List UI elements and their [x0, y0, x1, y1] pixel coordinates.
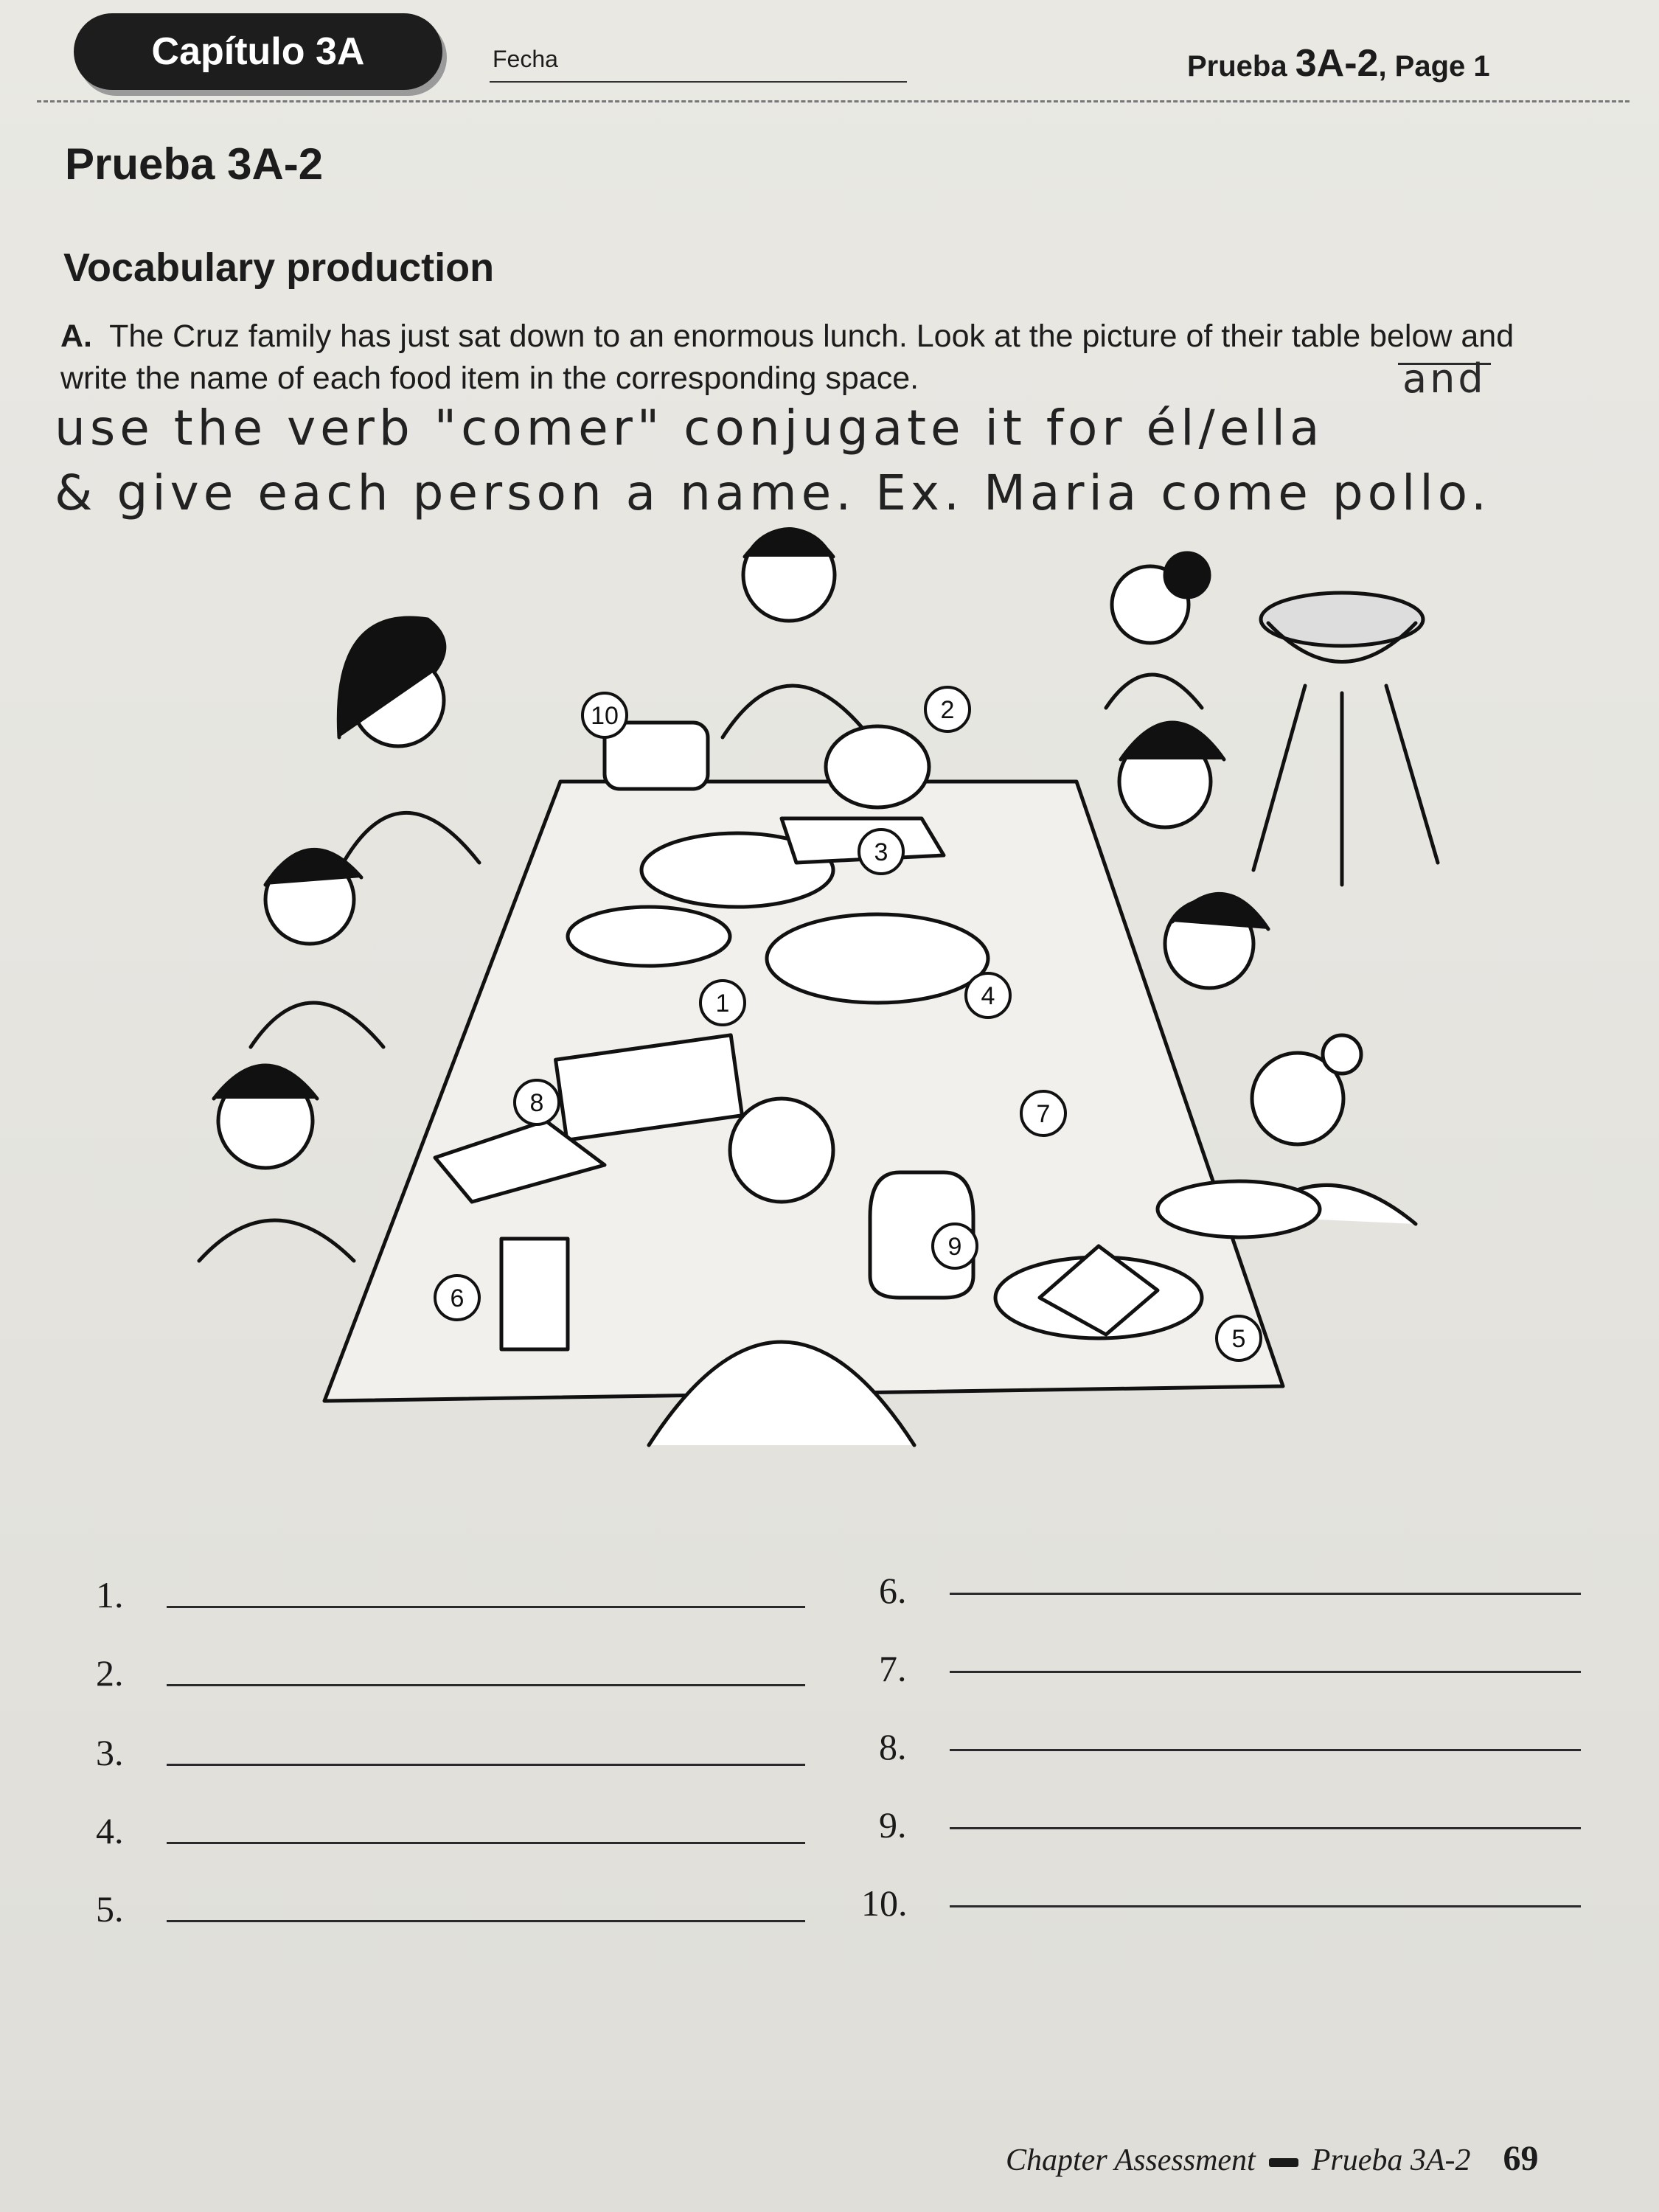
handwritten-struck-word: and [1402, 355, 1486, 402]
answer-number: 2. [96, 1652, 124, 1694]
svg-text:7: 7 [1036, 1100, 1051, 1128]
answer-line-5[interactable] [167, 1920, 805, 1922]
svg-text:9: 9 [947, 1233, 962, 1261]
family-lunch-illustration [88, 516, 1578, 1482]
callout-5 [1217, 1316, 1261, 1360]
answer-line-2[interactable] [167, 1684, 805, 1686]
svg-text:1: 1 [715, 990, 730, 1018]
page-number: 69 [1503, 2139, 1539, 2178]
answer-line-4[interactable] [167, 1842, 805, 1844]
page-footer: Chapter Assessment Prueba 3A-2 69 [1006, 2139, 1539, 2178]
fecha-label: Fecha [493, 46, 558, 72]
answer-line-6[interactable] [950, 1593, 1581, 1595]
person-boy-left [251, 849, 383, 1047]
answer-line-10[interactable] [950, 1905, 1581, 1907]
instructions: A. The Cruz family has just sat down to an enormous lunch. Look at the picture of their table below and write the name of each food item in the corresponding space. [60, 319, 1514, 396]
answer-number: 10. [861, 1882, 908, 1924]
footer-separator [1269, 2158, 1298, 2167]
answer-line-8[interactable] [950, 1749, 1581, 1751]
chapter-badge: Capítulo 3A [74, 13, 442, 90]
callout-7 [1021, 1091, 1065, 1135]
svg-text:8: 8 [529, 1089, 544, 1117]
answer-line-9[interactable] [950, 1827, 1581, 1829]
person-grandma-top [1106, 553, 1209, 708]
answer-number: 1. [96, 1574, 124, 1615]
callout-1 [700, 981, 745, 1025]
header-divider [37, 100, 1630, 102]
callout-9 [933, 1224, 977, 1268]
svg-text:6: 6 [450, 1284, 465, 1312]
svg-text:2: 2 [940, 696, 955, 724]
answer-line-7[interactable] [950, 1671, 1581, 1673]
person-woman-left [338, 618, 479, 870]
handwritten-note-line-1: use the verb "comer" conjugate it for él/ella [55, 400, 1324, 456]
answer-number: 6. [879, 1570, 907, 1611]
callout-4 [966, 973, 1010, 1018]
answer-number: 7. [879, 1648, 907, 1689]
answer-number: 8. [879, 1726, 907, 1767]
answer-number: 3. [96, 1732, 124, 1773]
person-boy-right [1165, 894, 1268, 988]
page-reference: Prueba 3A-2, Page 1 [1187, 42, 1490, 85]
answer-number: 9. [879, 1804, 907, 1846]
person-father [723, 529, 870, 738]
callout-3 [859, 830, 903, 874]
callout-8 [515, 1080, 559, 1124]
person-girl-left [199, 1065, 354, 1261]
page-title: Prueba 3A-2 [65, 139, 324, 189]
handwritten-note-line-2: & give each person a name. Ex. Maria come pollo. [55, 465, 1491, 521]
person-woman-right [1119, 723, 1224, 827]
svg-text:3: 3 [874, 838, 888, 866]
section-heading: Vocabulary production [63, 246, 495, 290]
answer-line-3[interactable] [167, 1764, 805, 1766]
svg-text:4: 4 [981, 982, 995, 1010]
fecha-line[interactable] [490, 81, 907, 83]
svg-text:10: 10 [591, 702, 619, 730]
callout-6 [435, 1276, 479, 1320]
svg-text:5: 5 [1231, 1325, 1246, 1353]
answer-number: 5. [96, 1888, 124, 1930]
callout-10 [582, 693, 627, 737]
answer-line-1[interactable] [167, 1606, 805, 1608]
answer-number: 4. [96, 1810, 124, 1851]
callout-2 [925, 687, 970, 731]
